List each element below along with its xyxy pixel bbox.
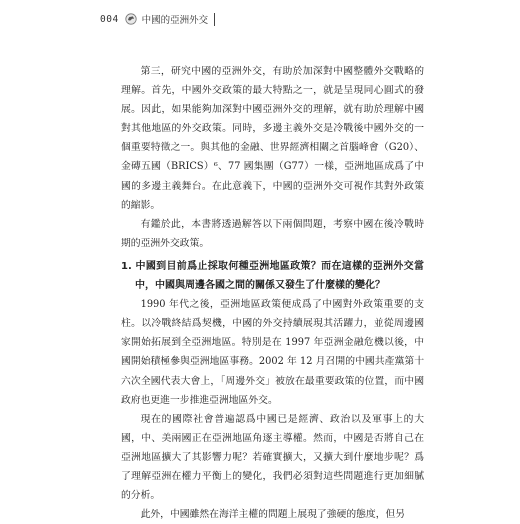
running-header <box>100 12 215 26</box>
header-divider <box>214 13 215 26</box>
page-body <box>121 62 424 524</box>
book-title: 中國的亞洲外交 <box>141 15 209 26</box>
body-paragraph: 第三，研究中國的亞洲外交，有助於加深對中國整體外交戰略的理解。首先，中國外交政策的最大特點之一，就是呈現同心圓式的發展。因此，如果能夠加深對中國亞洲外交的理解，就有助於理解中國對其他地區的外交政策。同時，多邊主義外交是冷戰後中國外交的一個重要特徵之一。與其他的金融、世界經濟相關之首腦峰會（G20）、金磚五國（BRICS）⁶、77 國集團（G77）一樣，亞洲地區成爲了中國的多邊主義舞台。在此意義下，中國的亞洲外交可視作其對外政策的縮影。 <box>121 66 424 211</box>
page-number: 004 <box>100 13 119 25</box>
body-paragraph: 1990 年代之後，亞洲地區政策便成爲了中國對外政策重要的支柱。以冷戰終結爲契機，中國的外交持續展現其活躍力，並從周邊國家開始拓展到全亞洲地區。特別是在 1997 年亞洲金融危機以後，中國開始積極參與亞洲地區事務。2002 年 12 月召開的中國共產黨第十六次全國代表大會上，「周邊外交」被放在最重要政策的位置，而中國政府也更進一步推進亞洲地區外交。 <box>121 299 424 406</box>
body-paragraph: 有鑑於此，本書將透過解答以下兩個問題，考察中國在後冷戰時期的亞洲外交政策。 <box>121 218 424 249</box>
section-heading: 1. 中國到目前爲止採取何種亞洲地區政策？而在這樣的亞洲外交當中，中國與周邊各國之間的關係又發生了什麼樣的變化？ <box>121 260 424 292</box>
body-paragraph: 現在的國際社會普遍認爲中國已是經濟、政治以及軍事上的大國，中、美兩國正在亞洲地區角逐主導權。然而，中國是否將自己在亞洲地區擴大了其影響力呢？若確實擴大，又擴大到什麼地步呢？爲了理解亞洲在權力平衡上的變化，我們必須對這些問題進行更加細膩的分析。 <box>121 413 424 502</box>
body-paragraph: 此外，中國雖然在海洋主權的問題上展現了強硬的態度，但另 <box>140 509 406 521</box>
book-emblem-icon <box>125 13 137 25</box>
